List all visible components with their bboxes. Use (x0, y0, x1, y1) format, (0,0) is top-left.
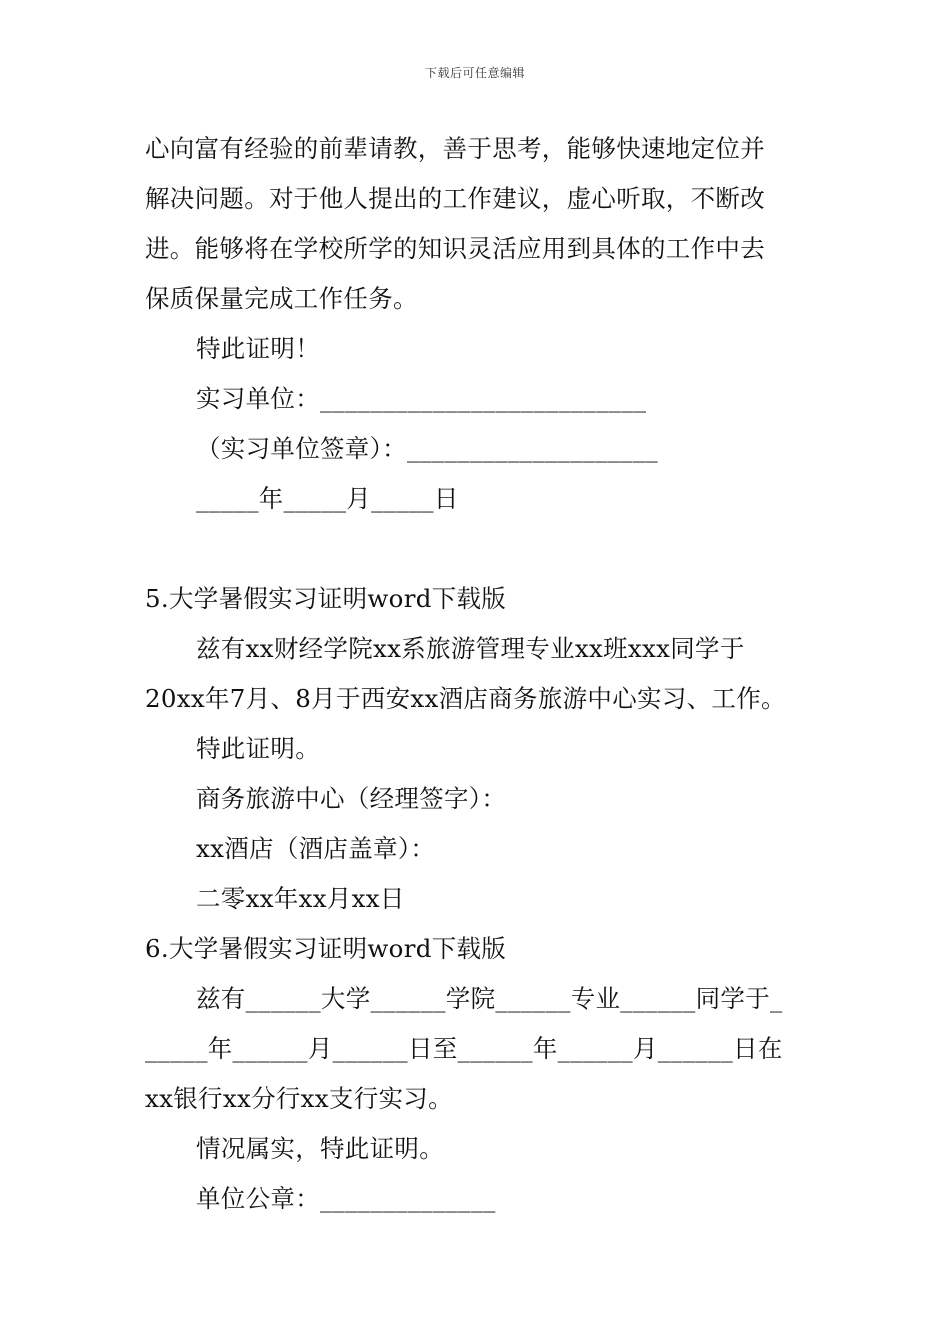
unit-seal-line: （实习单位签章）：____________________ (196, 434, 658, 463)
paragraph-line: xx银行xx分行xx支行实习。 (145, 1084, 453, 1113)
date-line: _____年_____月_____日 (196, 484, 459, 513)
paragraph-line: 保质保量完成工作任务。 (145, 284, 418, 313)
paragraph-line: 20xx年7月、8月于西安xx酒店商务旅游中心实习、工作。 (145, 684, 786, 713)
paragraph-line: 兹有xx财经学院xx系旅游管理专业xx班xxx同学于 (196, 634, 745, 663)
page-header: 下载后可任意编辑 (424, 66, 525, 80)
certify-line: 情况属实，特此证明。 (196, 1134, 444, 1163)
certify-line: 特此证明。 (196, 734, 320, 763)
date-line: 二零xx年xx月xx日 (196, 884, 405, 913)
hotel-seal-line: xx酒店（酒店盖章）： (196, 834, 436, 863)
internship-unit-line: 实习单位：__________________________ (196, 384, 647, 413)
paragraph-line: 心向富有经验的前辈请教，善于思考，能够快速地定位并 (145, 134, 765, 163)
section-heading-6: 6.大学暑假实习证明word下载版 (145, 934, 507, 963)
unit-seal-line: 单位公章：______________ (196, 1184, 496, 1213)
paragraph-line: _____年______月______日至______年______月______日在 (145, 1034, 783, 1063)
paragraph-line: 解决问题。对于他人提出的工作建议，虚心听取，不断改 (145, 184, 765, 213)
paragraph-line: 兹有______大学______学院______专业______同学于_ (196, 984, 783, 1013)
section-heading-5: 5.大学暑假实习证明word下载版 (145, 584, 507, 613)
certify-line: 特此证明！ (196, 334, 320, 363)
manager-signature-line: 商务旅游中心（经理签字）： (196, 784, 507, 813)
paragraph-line: 进。能够将在学校所学的知识灵活应用到具体的工作中去 (145, 234, 765, 263)
